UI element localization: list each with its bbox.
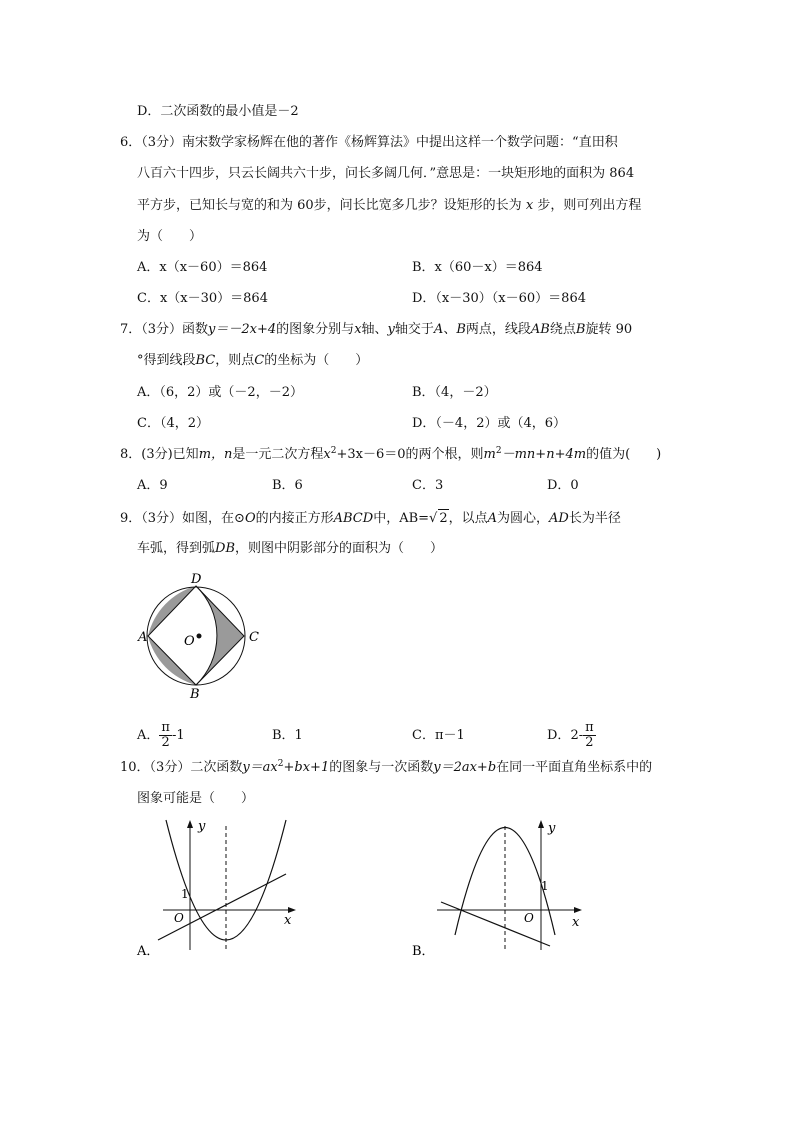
q9-opt-d-head: 2- xyxy=(570,728,584,743)
q8-expr-m: m xyxy=(483,447,496,462)
graph-a-x-label: x xyxy=(284,913,292,928)
q7-A: A xyxy=(433,322,444,337)
q9-opt-a-num: π xyxy=(161,720,170,735)
q9-opt-a-frac xyxy=(159,721,172,750)
q6-option-c[interactable]: C．x（x－30）＝864 xyxy=(137,291,268,306)
q10-t1: 10．（3分）二次函数 xyxy=(120,760,243,775)
q9-ABCD: ABCD xyxy=(333,511,374,526)
graph-b-origin-label: O xyxy=(524,911,534,925)
q7-option-a[interactable]: A．（6，2）或（－2，－2） xyxy=(137,385,303,400)
graph-b-y-label: y xyxy=(548,821,556,836)
q7-t8: 旋转 90 xyxy=(585,322,633,337)
graph-a-y-label: y xyxy=(198,819,206,834)
q8-option-d[interactable]: D．0 xyxy=(547,478,579,493)
q10-t2: 的图象与一次函数 xyxy=(329,760,434,775)
q9-t7: 车弧，得到弧 xyxy=(137,541,216,556)
q6-stem-line1: 6．（3分）南宋数学家杨辉在他的著作《杨辉算法》中提出这样一个数学问题：“直田积 xyxy=(120,135,618,150)
q6-option-d[interactable]: D．（x－30）（x－60）＝864 xyxy=(412,291,586,306)
graph-a-line xyxy=(158,874,286,940)
q7-function: y＝－2x+4 xyxy=(208,322,277,337)
q9-shade-lune xyxy=(196,586,244,685)
q8-stem xyxy=(120,446,661,464)
q9-label-a: A xyxy=(138,630,148,645)
q9-center-dot xyxy=(197,634,202,639)
q10-graph-a xyxy=(130,812,305,962)
q10-t3: 在同一平面直角坐标系中的 xyxy=(496,760,653,775)
graph-b-option-label[interactable]: B． xyxy=(412,944,435,959)
q9-A: A xyxy=(487,511,498,526)
q6-line3-end: 步，则可列出方程 xyxy=(537,198,642,213)
graph-b-one-label: 1 xyxy=(541,879,549,893)
q7-t10: ，则点 xyxy=(215,353,255,368)
q7-stem-line2 xyxy=(137,352,368,370)
q9-label-d: D xyxy=(191,572,202,587)
q9-t5: 为圆心， xyxy=(497,511,550,526)
q6-option-a[interactable]: A．x（x－60）＝864 xyxy=(137,260,268,275)
q7-B2: B xyxy=(575,322,586,337)
q8-t2: 是一元二次方程 xyxy=(232,447,324,462)
q9-DB: DB xyxy=(215,541,235,556)
q9-opt-a-tail: -1 xyxy=(171,728,185,743)
q7-t6: 两点，线段 xyxy=(465,322,531,337)
q9-option-a[interactable] xyxy=(137,718,185,754)
q6-var-x: x xyxy=(525,198,534,213)
q6-line3-text: 平方步，已知长与宽的和为 60步，问长比宽多几步？设矩形的长为 xyxy=(137,198,522,213)
q10-stem-line1 xyxy=(120,759,652,777)
q8-t4: 的值为( ) xyxy=(586,447,662,462)
q10-exp: 2 xyxy=(277,759,284,769)
q7-y: y xyxy=(387,322,395,337)
q8-option-b[interactable]: B．6 xyxy=(272,478,303,493)
graph-a-option-label[interactable]: A． xyxy=(137,944,160,959)
q9-stem-line1 xyxy=(120,509,621,528)
q9-option-c[interactable]: C．π－1 xyxy=(412,728,465,743)
q9-option-b[interactable]: B．1 xyxy=(272,728,303,743)
q9-figure xyxy=(130,568,270,703)
q9-label-b: B xyxy=(190,687,200,702)
q10-graph-b xyxy=(405,812,590,962)
q8-expr-exp: 2 xyxy=(495,446,502,456)
q7-BC: BC xyxy=(195,353,216,368)
q9-opt-a-den: 2 xyxy=(161,735,170,750)
q8-option-a[interactable]: A．9 xyxy=(137,478,168,493)
q8-eq-exp: 2 xyxy=(330,446,337,456)
q7-t1: 7．（3分）函数 xyxy=(120,322,209,337)
q9-opt-a-label: A． xyxy=(137,728,160,743)
q9-t2: 的内接正方形 xyxy=(255,511,334,526)
q8-mn: m，n xyxy=(198,447,233,462)
q9-opt-d-num: π xyxy=(585,720,594,735)
q6-option-b[interactable]: B．x（60－x）＝864 xyxy=(412,260,543,275)
q7-x: x xyxy=(354,322,362,337)
q6-stem-line2: 八百六十四步，只云长阔共六十步，问长多阔几何．”意思是：一块矩形地的面积为 864 xyxy=(137,166,635,181)
q8-expr-rest: －mn+n+4m xyxy=(501,447,587,462)
graph-a-one-label: 1 xyxy=(181,887,189,901)
q9-AD: AD xyxy=(549,511,569,526)
q9-t8: ，则图中阴影部分的面积为（ ） xyxy=(235,541,444,556)
q8-option-c[interactable]: C．3 xyxy=(412,478,444,493)
q9-sqrt-value: 2 xyxy=(439,511,448,526)
q7-option-c[interactable]: C．（4，2） xyxy=(137,416,209,431)
q9-stem-line2 xyxy=(137,540,443,558)
q7-B: B xyxy=(456,322,466,337)
q9-t3: 中，AB= xyxy=(373,511,430,526)
graph-b-x-label: x xyxy=(572,915,580,930)
q7-C: C xyxy=(254,353,265,368)
q7-t2: 的图象分别与 xyxy=(276,322,355,337)
q7-AB: AB xyxy=(530,322,550,337)
q9-t6: 长为半径 xyxy=(568,511,621,526)
q8-eq-x: x xyxy=(323,447,331,462)
q7-t3: 轴、 xyxy=(361,322,388,337)
q7-stem-line1 xyxy=(120,321,632,339)
q7-t5: 、 xyxy=(443,322,457,337)
graph-a-origin-label: O xyxy=(174,911,184,925)
q9-label-c: C xyxy=(249,630,259,645)
q8-eq-rest: +3x－6＝0 xyxy=(336,447,406,462)
q8-t3: 的两个根，则 xyxy=(405,447,484,462)
graph-a-y-arrow-icon xyxy=(187,820,193,828)
q7-option-d[interactable]: D．（－4，2）或（4，6） xyxy=(412,416,567,431)
q9-opt-d-den: 2 xyxy=(585,735,594,750)
q8-t1: 8．(3分)已知 xyxy=(120,447,199,462)
graph-b-y-arrow-icon xyxy=(538,820,544,828)
sqrt-icon: √ xyxy=(429,511,438,526)
q6-stem-line4: 为（ ） xyxy=(137,229,203,244)
q10-func2: y＝2ax+b xyxy=(433,760,497,775)
q9-option-d[interactable] xyxy=(547,718,596,754)
q6-stem-line3 xyxy=(137,197,641,215)
graph-a-parabola xyxy=(166,820,286,940)
q5-option-d: D．二次函数的最小值是－2 xyxy=(137,104,299,119)
q9-opt-d-label: D． xyxy=(547,728,571,743)
q7-t4: 轴交于 xyxy=(394,322,434,337)
graph-b-x-arrow-icon xyxy=(574,907,582,913)
q9-t1: 9．（3分）如图，在⊙ xyxy=(120,511,245,526)
q9-label-o: O xyxy=(184,634,195,649)
q10-stem-line2: 图象可能是（ ） xyxy=(137,791,255,806)
q7-t11: 的坐标为（ ） xyxy=(264,353,369,368)
q7-t7: 绕点 xyxy=(549,322,576,337)
q10-func1b: +bx+1 xyxy=(283,760,330,775)
q7-t9: °得到线段 xyxy=(137,353,196,368)
q10-func1: y＝ax xyxy=(242,760,278,775)
q9-t4: ，以点 xyxy=(448,511,488,526)
q9-O: O xyxy=(244,511,256,526)
q7-option-b[interactable]: B．（4，－2） xyxy=(412,385,497,400)
q9-opt-d-frac xyxy=(583,721,596,750)
